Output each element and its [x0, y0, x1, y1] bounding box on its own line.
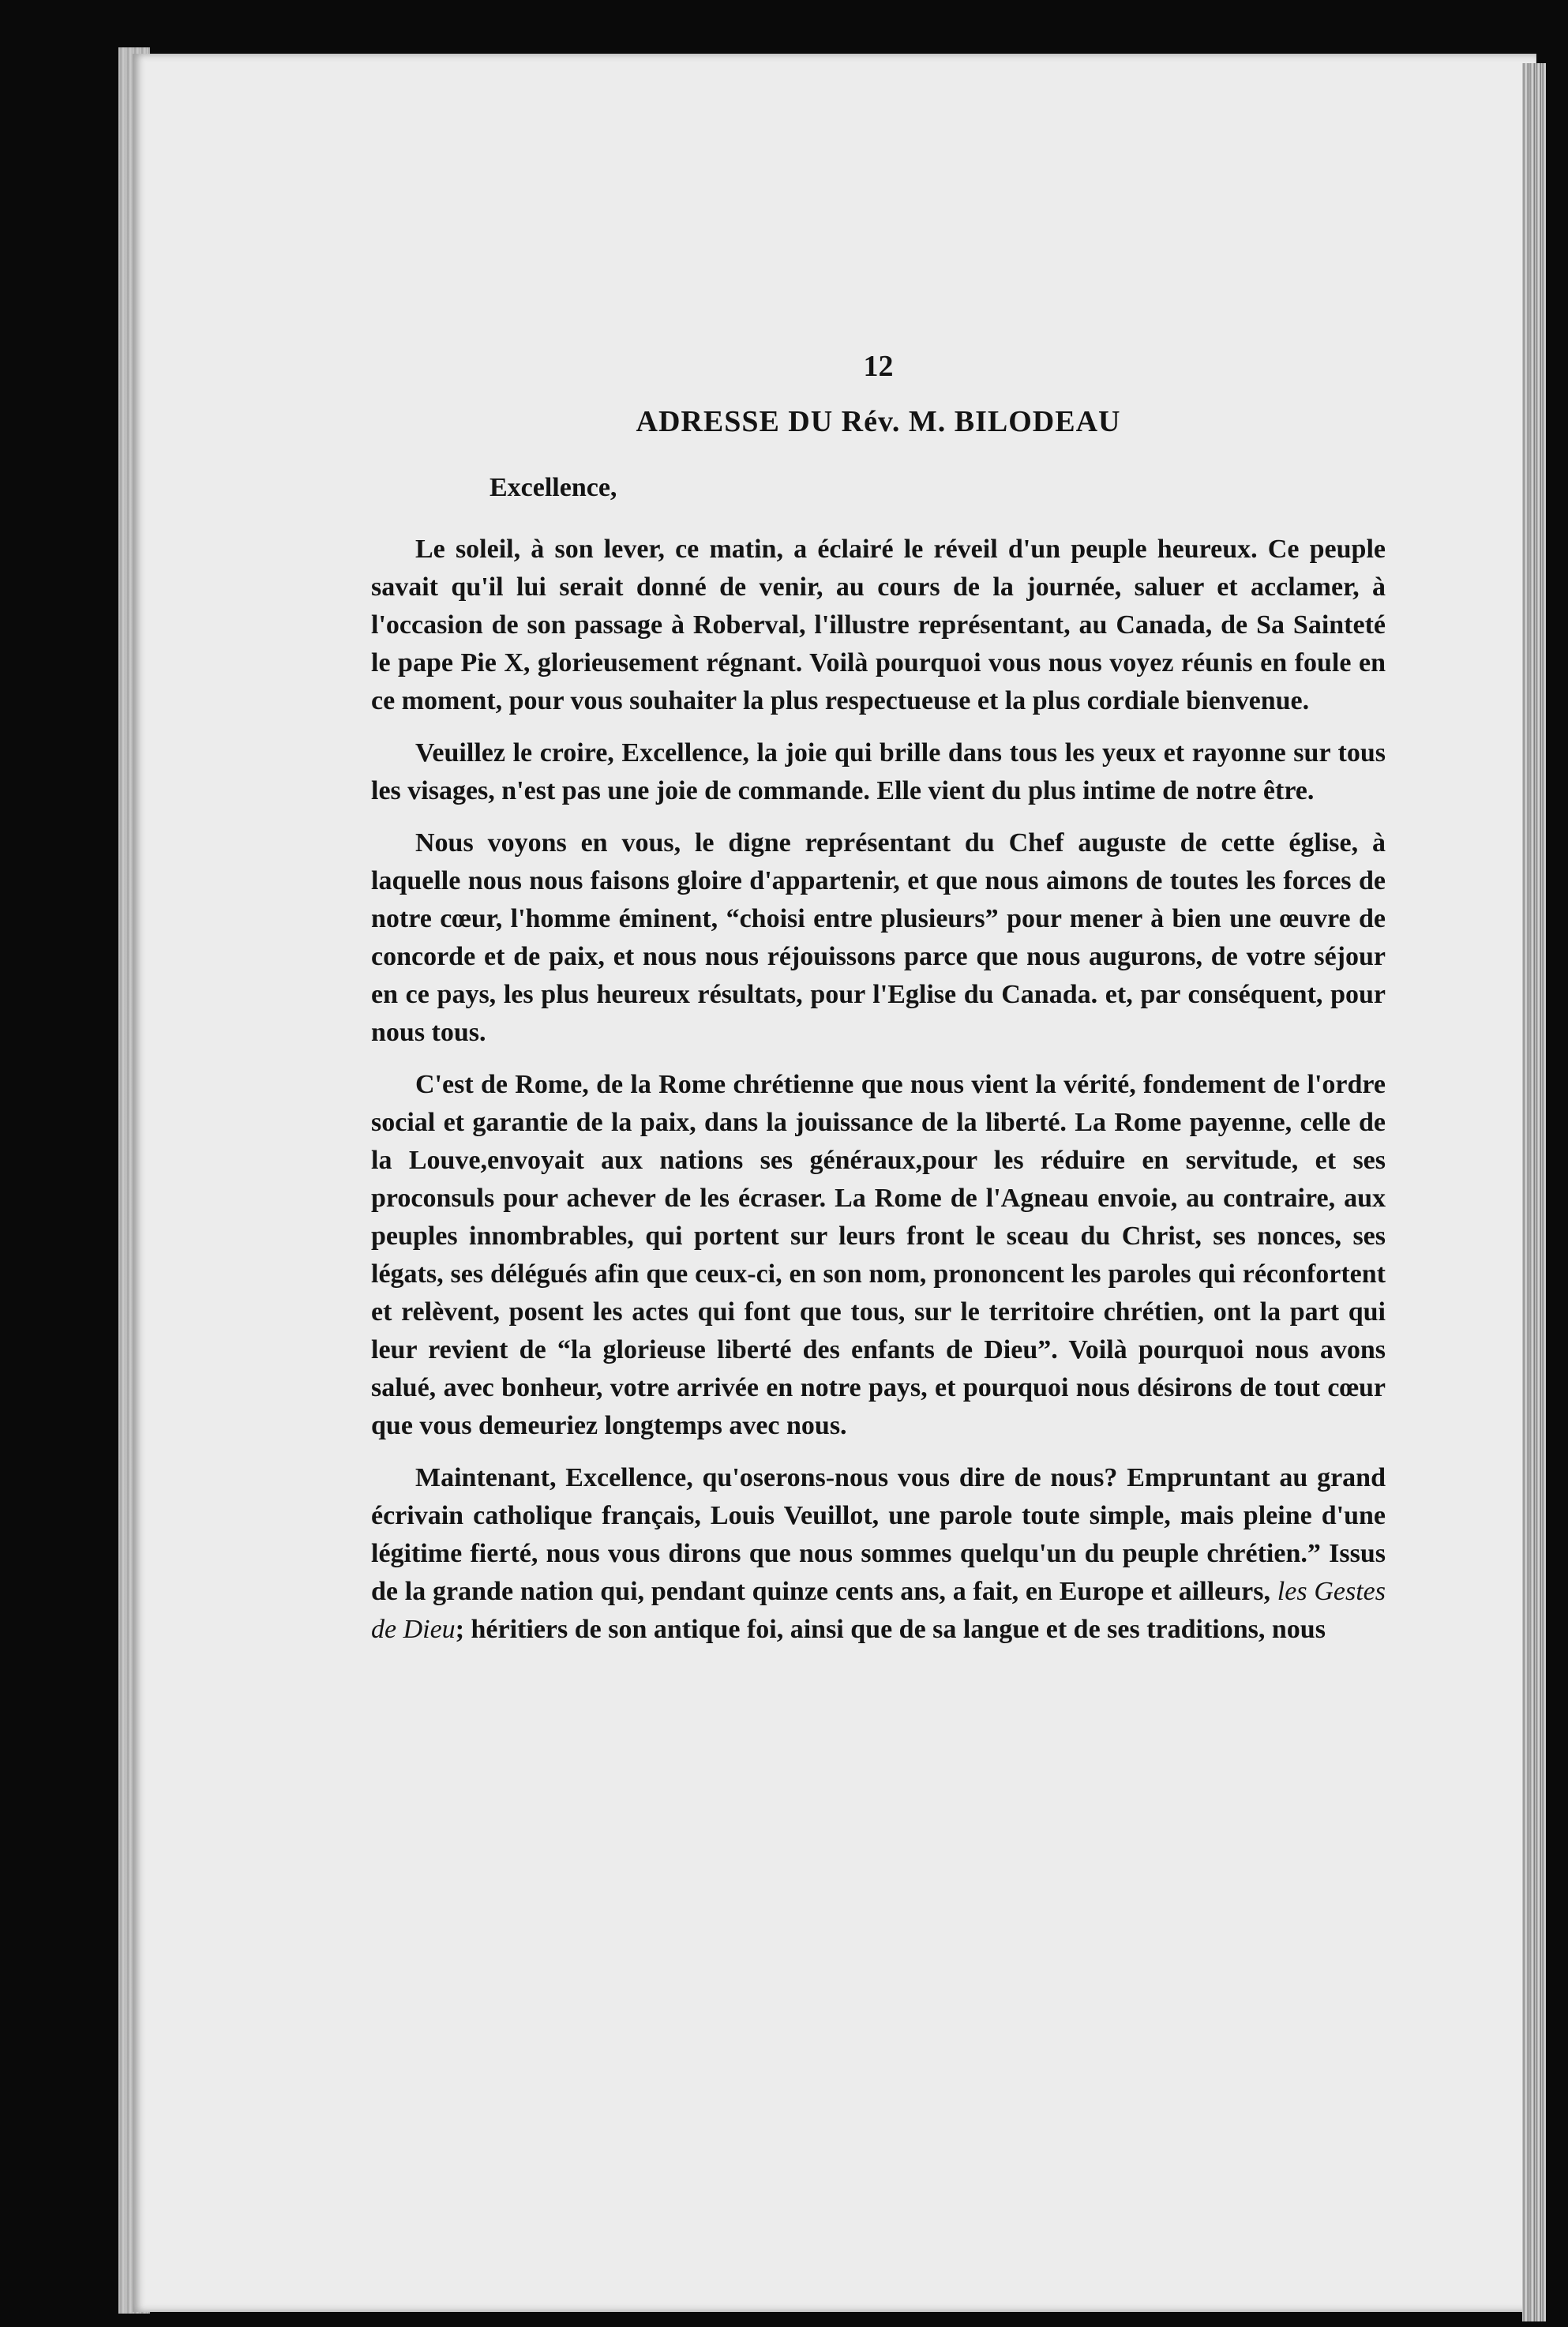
paragraph-2: Veuillez le croire, Excellence, la joie qui brille dans tous les yeux et rayonne sur tous les visages, n'est pas une joie de commande. Elle vient du plus intime de notre être.	[371, 738, 1386, 805]
paragraph-4: C'est de Rome, de la Rome chrétienne que nous vient la vérité, fondement de l'ordre social et garantie de la paix, dans la jouissance de la liberté. La Rome payenne, celle de la Louve,envoyait aux nations ses généraux,pour les réduire en servitude, et ses proconsuls pour achever de les écraser. La Rome de l'Agneau envoie, au contraire, aux peuples innombrables, qui portent sur leurs front le sceau du Christ, ses nonces, ses légats, ses délégués afin que ceux-ci, en son nom, prononcent les paroles qui réconfortent et relèvent, posent les actes qui font que tous, sur le territoire chrétien, ont la part qui leur revient de “la glorieuse liberté des enfants de Dieu”. Voilà pourquoi nous avons salué, avec bonheur, votre arrivée en notre pays, et pourquoi nous désirons de tout cœur que vous demeuriez longtemps avec nous.	[371, 1070, 1386, 1440]
paragraph-3: Nous voyons en vous, le digne représentant du Chef auguste de cette église, à laquelle nous nous faisons gloire d'appartenir, et que nous aimons de toutes les forces de notre cœur, l'homme éminent, “choisi entre plusieurs” pour mener à bien une œuvre de concorde et de paix, et nous nous réjouissons parce que nous augurons, de votre séjour en ce pays, les plus heureux résultats, pour l'Eglise du Canada. et, par conséquent, pour nous tous.	[371, 828, 1386, 1047]
page-edge-right	[1522, 63, 1546, 2321]
paragraph-1: Le soleil, à son lever, ce matin, a éclairé le réveil d'un peuple heureux. Ce peuple savait qu'il lui serait donné de venir, au cours de la journée, saluer et acclamer, à l'occasion de son passage à Roberval, l'illustre représentant, au Canada, de Sa Sainteté le pape Pie X, glorieusement régnant. Voilà pourquoi vous nous voyez réunis en foule en ce moment, pour vous souhaiter la plus respectueuse et la plus cordiale bienvenue.	[371, 535, 1386, 715]
paragraph-5-end: ; héritiers de son antique foi, ainsi que de sa langue et de ses traditions, nous	[455, 1615, 1326, 1644]
page-content	[371, 347, 1386, 1663]
page-heading: ADRESSE DU Rév. M. BILODEAU	[636, 405, 1121, 438]
italic-title: les Gestes de Dieu	[371, 1577, 1386, 1644]
salutation: Excellence,	[490, 473, 617, 502]
page-number: 12	[863, 350, 894, 383]
paragraph-5-start: Maintenant, Excellence, qu'oserons-nous vous dire de nous? Empruntant au grand écrivain catholique français, Louis Veuillot, une parole toute simple, mais pleine d'une légitime fierté, nous vous dirons que nous sommes quelqu'un du peuple chrétien.” Issus de la grande nation qui, pendant quinze cents ans, a fait, en Europe et ailleurs,	[371, 1463, 1386, 1606]
paragraph-5	[371, 1459, 1386, 1649]
